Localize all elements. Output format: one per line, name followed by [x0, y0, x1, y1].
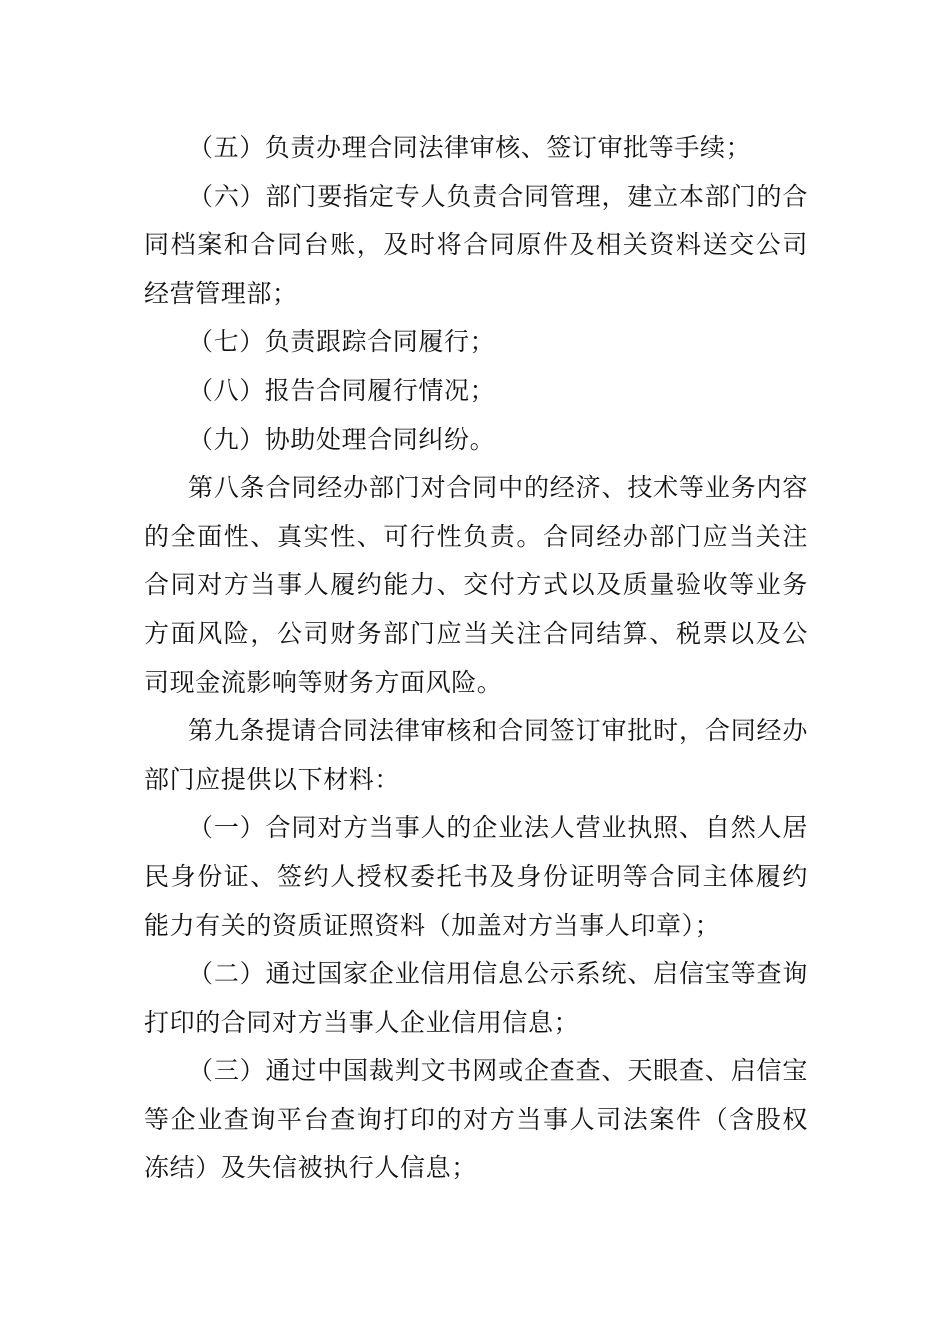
paragraph-dept-8: （八）报告合同履行情况；: [188, 375, 496, 405]
paragraph-dept-5: （五）负责办理合同法律审核、签订审批等手续；: [188, 133, 752, 162]
paragraph-dept-7: （七）负责跟踪合同履行；: [188, 327, 496, 357]
paragraph-dept-9: （九）协助处理合同纠纷。: [188, 424, 496, 454]
paragraph-material-3: （三）通过中国裁判文书网或企查查、天眼查、启信宝等企业查询平台查询打印的对方当事人司法案件（含股权冻结）及失信被执行人信息；: [144, 1056, 808, 1183]
paragraph-article-8: 第八条合同经办部门对合同中的经济、技术等业务内容的全面性、真实性、可行性负责。合同经办部门应当关注合同对方当事人履约能力、交付方式以及质量验收等业务方面风险，公司财务部门应当关注合同结算、税票以及公司现金流影响等财务方面风险。: [144, 473, 808, 697]
paragraph-dept-6: （六）部门要指定专人负责合同管理，建立本部门的合同档案和合同台账，及时将合同原件及相关资料送交公司经营管理部；: [144, 181, 808, 308]
paragraph-article-9: 第九条提请合同法律审核和合同签订审批时，合同经办部门应提供以下材料：: [144, 716, 808, 794]
document-body: [144, 124, 808, 1193]
paragraph-material-1: （一）合同对方当事人的企业法人营业执照、自然人居民身份证、签约人授权委托书及身份证明等合同主体履约能力有关的资质证照资料（加盖对方当事人印章）；: [144, 813, 808, 940]
paragraph-material-2: （二）通过国家企业信用信息公示系统、启信宝等查询打印的合同对方当事人企业信用信息；: [144, 959, 808, 1037]
